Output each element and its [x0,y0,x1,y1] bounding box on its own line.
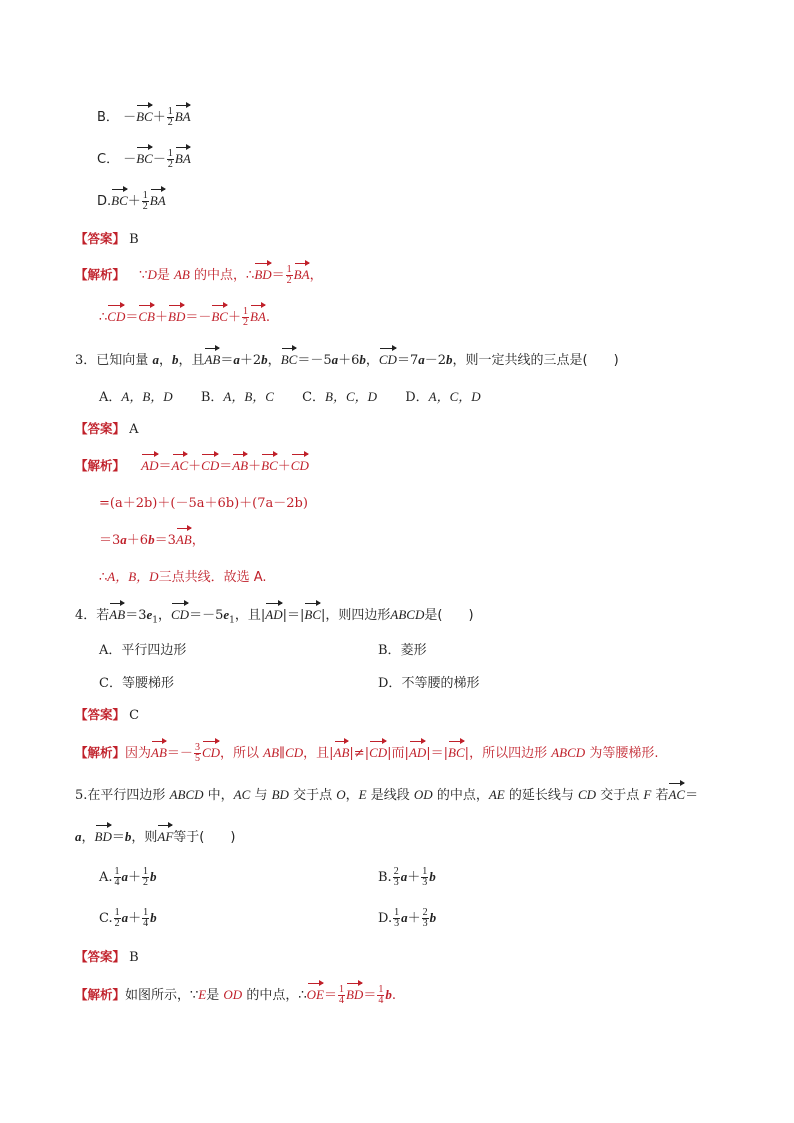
q3-options [99,387,481,408]
q5-analysis: 【解析】如图所示，∵E是 OD 的中点，∴OE＝ $\frac{1}{4}$ BD＝ $\frac{1}{4}$ b. [75,984,396,1006]
q2-option-d[interactable] [97,191,166,212]
option-math: BC＋ $\frac{1}{2}$ BA [111,190,166,212]
q5-stem-line2: a，BD＝b，则AF等于( ) [75,829,236,845]
answer-value: C [129,708,140,723]
therefore-symbol: ∴ [246,268,255,283]
analysis-text: 的中点， [194,268,247,283]
question-end: 是( ) [424,608,474,623]
option-label: D. [97,194,112,209]
q4-option-b[interactable]: B．菱形 [378,643,427,658]
answer-tag: 【答案】 [75,421,126,436]
question-tail: ，则一定共线的三点是( ) [452,353,619,368]
analysis-tag: 【解析】 [75,267,126,282]
question-number: 4． [75,608,97,623]
question-intro: 若 [96,608,110,623]
q5-option-b[interactable]: B. $\frac{2}{3}$ a＋ $\frac{1}{3}$ b [378,866,436,888]
q2-option-c[interactable] [97,149,191,170]
q4-option-d[interactable]: D．不等腰的梯形 [378,676,480,691]
analysis-tag: 【解析】 [75,987,126,1002]
answer-value: A [129,422,139,437]
answer-tag: 【答案】 [75,231,126,246]
therefore-symbol: ∴ [99,570,108,585]
collinear-points: A，B，D [107,569,159,584]
question-intro: 已知向量 [96,353,149,368]
question-number: 5. [75,788,88,803]
q2-answer [75,229,139,250]
q4-option-c[interactable]: C．等腰梯形 [99,676,174,691]
q4-stem: 4．若$AB=3e_1$，$CD=-5e_1$，且|AD|＝|BC|，则四边形ABCD是( ) [75,607,474,626]
q5-option-d[interactable]: D. $\frac{1}{3}$ a＋ $\frac{2}{3}$ b [378,907,437,929]
q3-option-a[interactable]: A．A，B，D [99,389,173,405]
therefore-symbol: ∴ [99,310,108,325]
q2-analysis-line1: 【解析】 ∵D是 AB 的中点，∴BD＝ $\frac{1}{2}$ BA， [75,264,323,286]
q5-stem-line1: 5.在平行四边形 ABCD 中，AC 与 BD 交于点 O，E 是线段 OD 的中点，AE 的延长线与 CD 交于点 F 若AC＝ [75,787,699,803]
q5-answer [75,947,139,968]
analysis-expansion: =(a＋2b)＋(－5a＋6b)＋(7a－2b) [99,496,308,511]
option-math: －BC－ $\frac{1}{2}$ BA [123,148,191,170]
q3-analysis-line3: ＝3a＋6b＝3AB， [99,532,205,548]
conclusion-period: . [265,310,271,325]
because-symbol: ∵ [139,268,148,283]
q3-analysis-line2 [99,494,308,514]
q4-option-a[interactable]: A．平行四边形 [99,643,187,658]
question-number: 3． [75,353,97,368]
q2-option-b[interactable] [97,107,191,128]
q3-option-c[interactable]: C．B，C，D [302,389,378,405]
q3-option-d[interactable]: D．A，C，D [405,389,481,405]
answer-value: B [129,232,139,247]
analysis-text: 是 [156,268,170,283]
q5-option-c[interactable]: C. $\frac{1}{2}$ a＋ $\frac{1}{4}$ b [99,907,157,929]
q3-answer [75,419,139,440]
answer-value: B [129,950,139,965]
option-math: －BC＋ $\frac{1}{2}$ BA [123,106,191,128]
q4-answer [75,705,139,726]
q3-option-b[interactable]: B．A，B，C [200,389,274,405]
q5-option-a[interactable]: A. $\frac{1}{4}$ a＋ $\frac{1}{2}$ b [99,866,157,888]
q3-analysis-line1: 【解析】 AD＝AC＋CD＝AB＋BC＋CD [75,458,309,474]
answer-tag: 【答案】 [75,949,126,964]
q4-analysis: 【解析】因为AB＝－ $\frac{3}{5}$ CD，所以 AB∥CD，且|AB|≠|CD|而|AD|＝|BC|，所以四边形 ABCD 为等腰梯形. [75,742,659,764]
shape-name: ABCD [390,607,425,622]
q3-stem: 3．已知向量 a，b，且AB＝a＋2b，BC＝－5a＋6b，CD＝7a－2b，则一定共线的三点是( ) [75,352,619,368]
analysis-tag: 【解析】 [75,458,126,473]
q2-analysis-line2: ∴CD＝CB＋BD＝－BC＋ $\frac{1}{2}$ BA. [99,306,271,328]
q3-analysis-line4 [99,567,267,588]
analysis-tag: 【解析】 [75,745,126,760]
option-label: B． [97,110,119,125]
question-tail: ，则四边形 [325,608,391,623]
answer-tag: 【答案】 [75,707,126,722]
conclusion-text: 三点共线．故选 A. [158,570,267,585]
option-label: C． [97,152,120,167]
